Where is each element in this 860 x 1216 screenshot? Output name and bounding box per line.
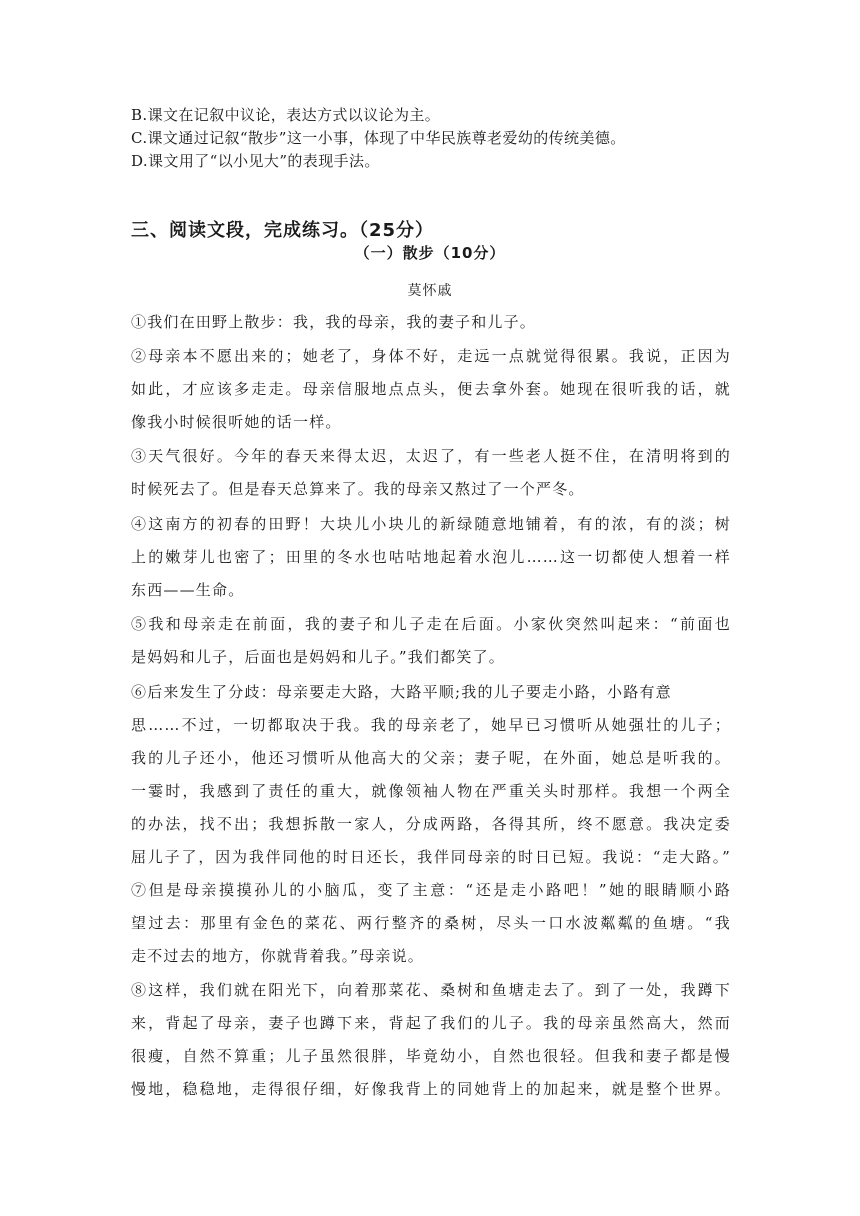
text-line: ⑦但是母亲摸摸孙儿的小脑瓜，变了主意：“还是走小路吧！”她的眼睛顺小路 — [131, 881, 731, 899]
paragraph-5 — [131, 608, 731, 674]
paragraph-2 — [131, 340, 731, 439]
text-line: 如此，才应该多走走。母亲信服地点点头，便去拿外套。她现在很听我的话，就 — [131, 380, 731, 398]
section-title: 三、阅读文段，完成练习。（25分） — [131, 220, 435, 241]
text-line: 一霎时，我感到了责任的重大，就像领袖人物在严重关头时那样。我想一个两全 — [131, 782, 731, 800]
paragraph-3 — [131, 440, 731, 506]
text-line: 的办法，找不出；我想拆散一家人，分成两路，各得其所，终不愿意。我决定委 — [131, 815, 731, 833]
text-line: 望过去：那里有金色的菜花、两行整齐的桑树，尽头一口水波粼粼的鱼塘。“我 — [131, 914, 731, 932]
text-line: ⑥后来发生了分歧：母亲要走大路，大路平顺;我的儿子要走小路，小路有意 — [131, 683, 672, 701]
text-line: ④这南方的初春的田野！大块儿小块儿的新绿随意地铺着，有的浓，有的淡；树 — [131, 515, 731, 533]
text-line: 像我小时候很听她的话一样。 — [131, 413, 342, 431]
text-line: ①我们在田野上散步：我，我的母亲，我的妻子和儿子。 — [131, 313, 537, 331]
text-line: 时候死去了。但是春天总算来了。我的母亲又熬过了一个严冬。 — [131, 480, 585, 498]
text-line: 东西——生命。 — [131, 581, 245, 599]
paragraph-6 — [131, 676, 731, 874]
text-line: 屈儿子了，因为我伴同他的时日还长，我伴同母亲的时日已短。我说：“走大路。” — [131, 848, 731, 866]
text-line: ⑧这样，我们就在阳光下，向着那菜花、桑树和鱼塘走去了。到了一处，我蹲下 — [131, 981, 731, 999]
text-line: ②母亲本不愿出来的；她老了，身体不好，走远一点就觉得很累。我说，正因为 — [131, 347, 731, 365]
text-line: 我的儿子还小，他还习惯听从他高大的父亲；妻子呢，在外面，她总是听我的。 — [131, 749, 731, 767]
paragraph-7 — [131, 874, 731, 973]
text-line: ③天气很好。今年的春天来得太迟，太迟了，有一些老人挺不住，在清明将到的 — [131, 447, 731, 465]
text-line: 很瘦，自然不算重；儿子虽然很胖，毕竟幼小，自然也很轻。但我和妻子都是慢 — [131, 1047, 731, 1065]
subsection-title: （一）散步（10分） — [354, 244, 506, 262]
text-line: 走不过去的地方，你就背着我。”母亲说。 — [131, 947, 424, 965]
author: 莫怀戚 — [407, 283, 453, 299]
paragraph-8 — [131, 974, 731, 1106]
text-line: 思……不过，一切都取决于我。我的母亲老了，她早已习惯听从她强壮的儿子； — [131, 716, 731, 734]
text-line: ⑤我和母亲走在前面，我的妻子和儿子走在后面。小家伙突然叫起来：“前面也 — [131, 615, 731, 633]
text-line: 慢地，稳稳地，走得很仔细，好像我背上的同她背上的加起来，就是整个世界。 — [131, 1080, 731, 1098]
option-d: D.课文用了“以小见大”的表现手法。 — [131, 152, 380, 170]
text-line: 上的嫩芽儿也密了；田里的冬水也咕咕地起着水泡儿……这一切都使人想着一样 — [131, 548, 731, 566]
option-c: C.课文通过记叙“散步”这一小事，体现了中华民族尊老爱幼的传统美德。 — [131, 129, 626, 147]
paragraph-4 — [131, 508, 731, 607]
text-line: 来，背起了母亲，妻子也蹲下来，背起了我们的儿子。我的母亲虽然高大，然而 — [131, 1014, 731, 1032]
paragraph-1 — [131, 306, 731, 339]
option-b: B.课文在记叙中议论，表达方式以议论为主。 — [131, 106, 441, 124]
text-line: 是妈妈和儿子，后面也是妈妈和儿子。”我们都笑了。 — [131, 648, 505, 666]
